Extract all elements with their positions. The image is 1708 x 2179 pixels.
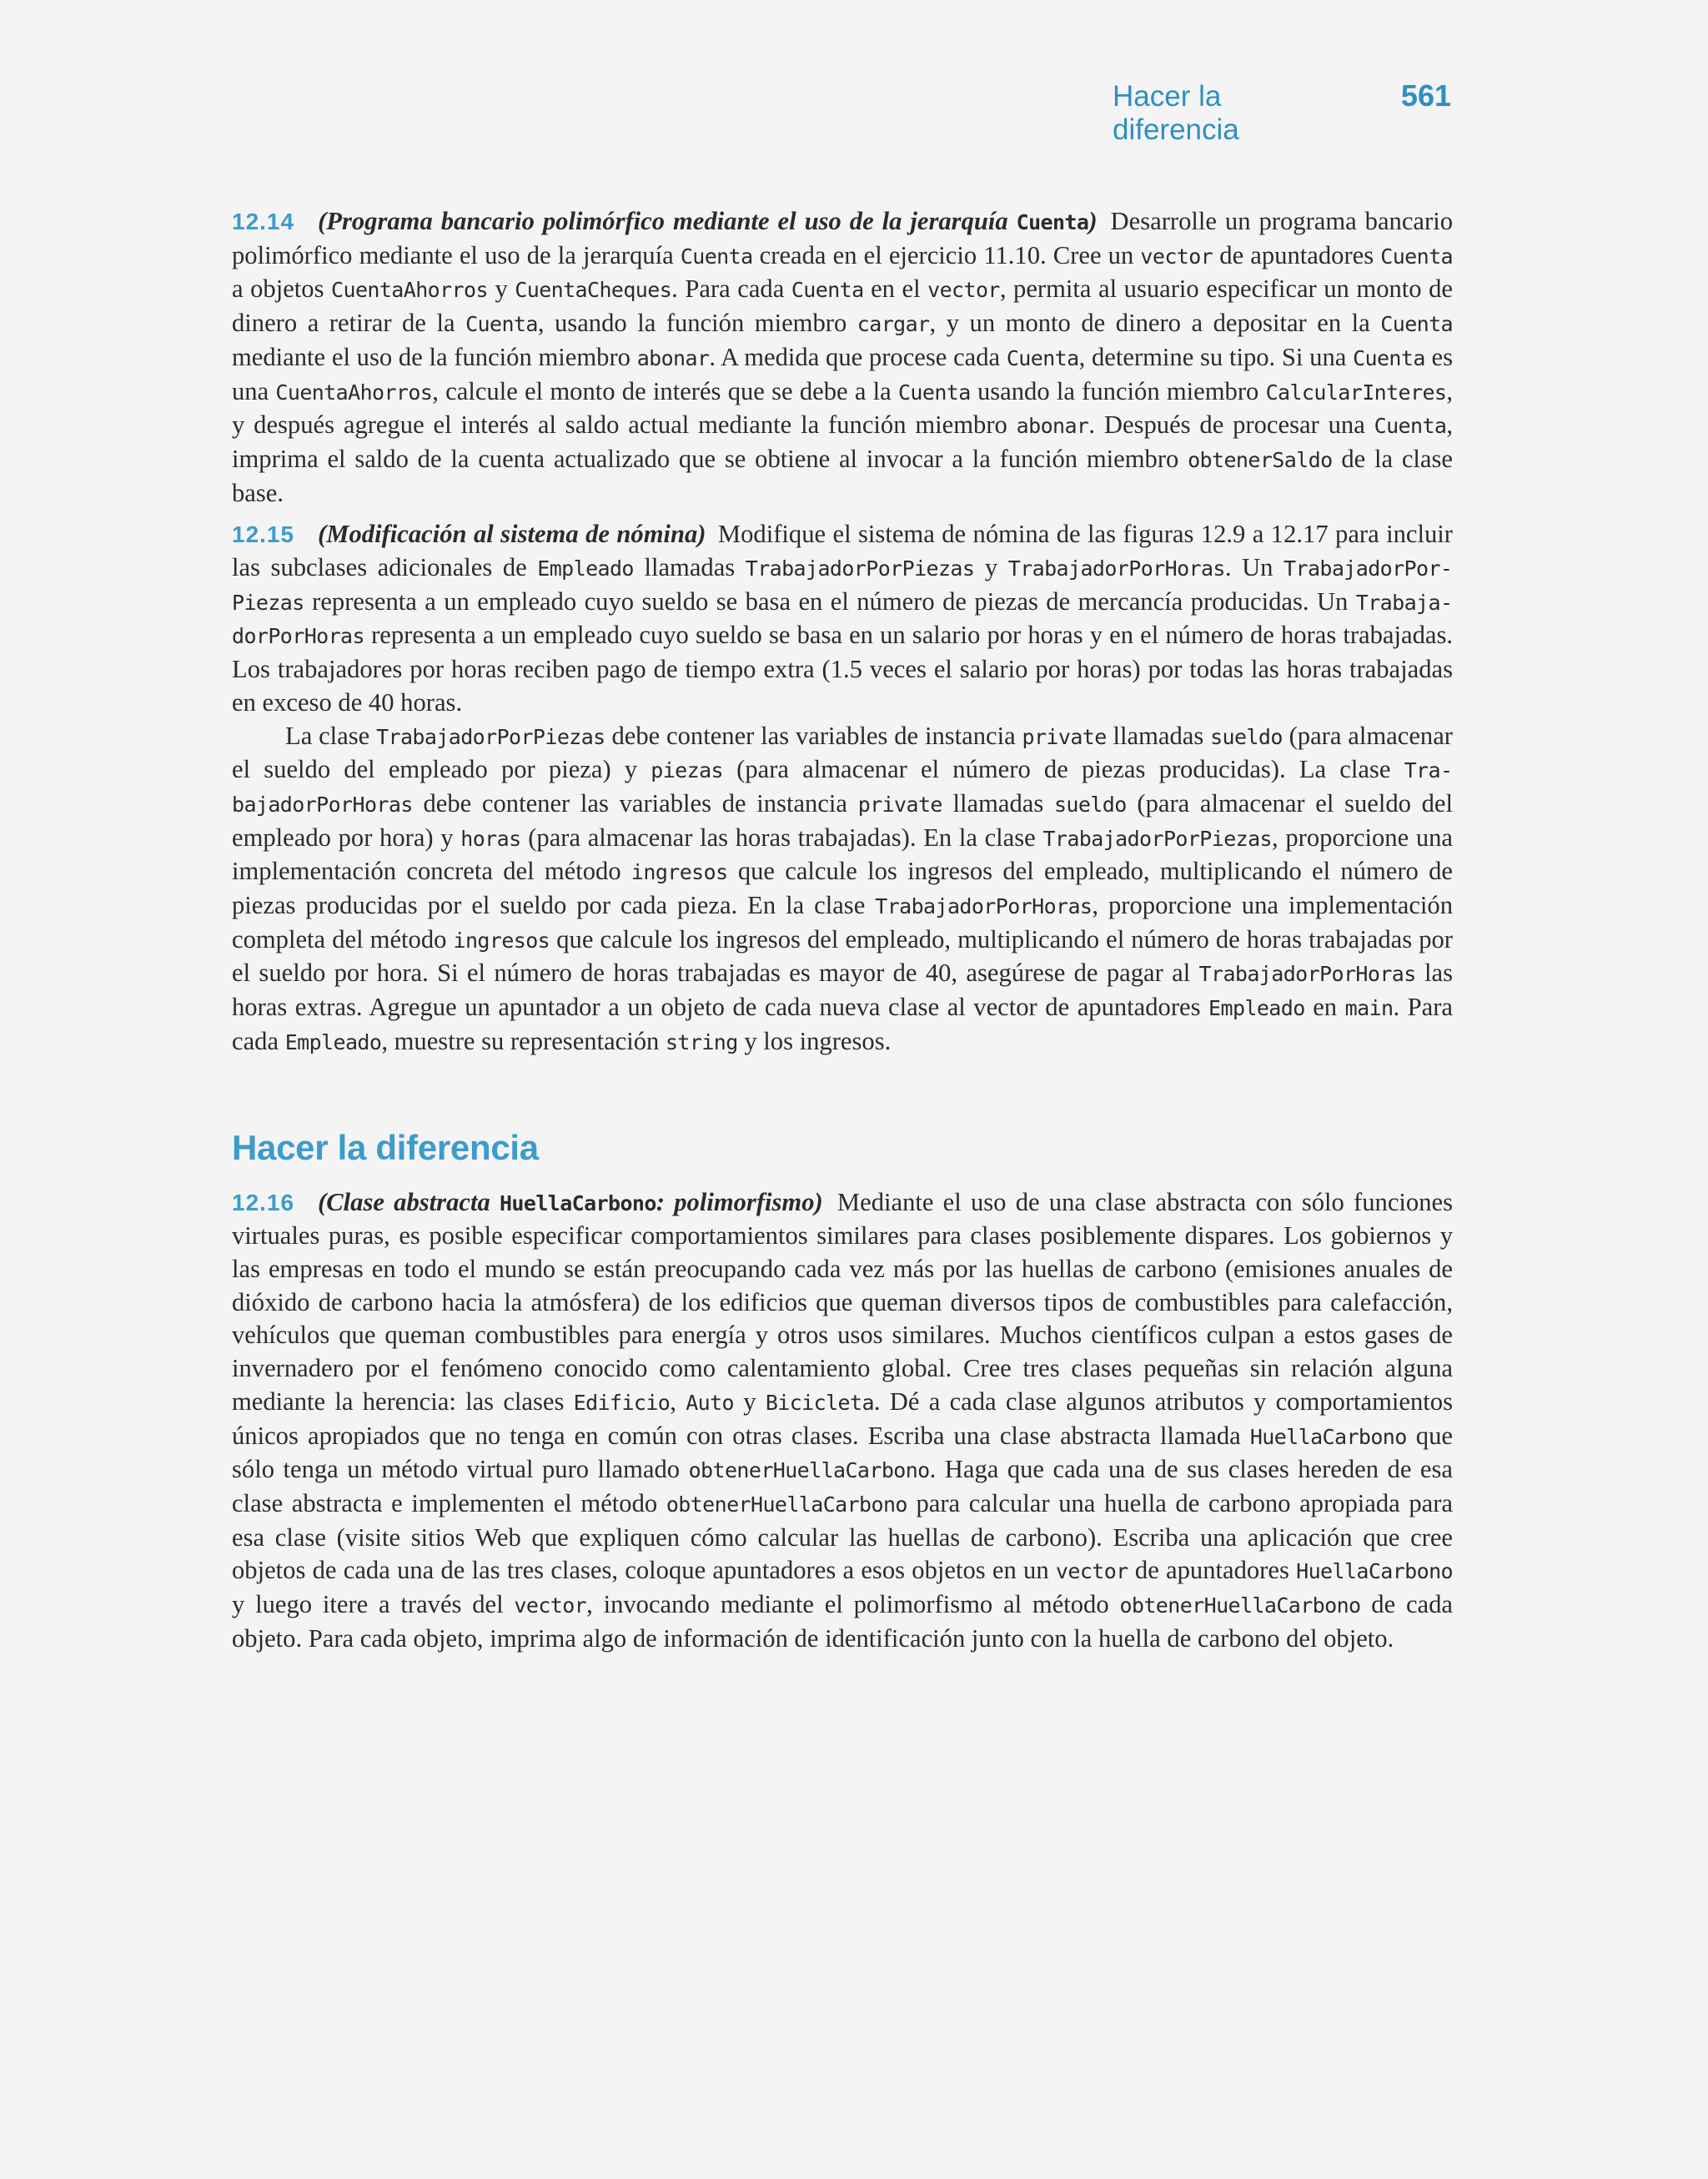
text-run: para calcular una huella de carbono apropiada para esa clase (visite sitios Web que expliquen cómo calcular las huellas de carbono). Escriba una aplicación que cree objetos de cada una de las tres clases, coloque apuntadores a esos objetos en un — [232, 1488, 1453, 1585]
code-term: Cuenta — [897, 380, 971, 405]
code-term: Cuenta — [791, 278, 864, 303]
exercise-title — [318, 520, 706, 548]
running-head-title: Hacer la diferencia — [1113, 80, 1239, 146]
text-run: (para almacenar las horas trabajadas). En la clase — [520, 823, 1043, 852]
code-term: vector — [1140, 244, 1213, 269]
code-term: TrabajadorPorHoras — [232, 758, 1454, 817]
code-term: Empleado — [1208, 996, 1305, 1021]
text-run: (para almacenar el número de piezas producidas). La clase — [723, 755, 1404, 784]
text-run: en el — [863, 274, 928, 304]
code-term: TrabajadorPorPiezas — [232, 556, 1453, 615]
text-run: , y un monto de dinero a depositar en la — [929, 309, 1381, 338]
text-run: y los ingresos. — [737, 1026, 892, 1055]
code-term: ingresos — [453, 928, 550, 953]
text-run: . Después de procesar una — [1088, 410, 1374, 440]
text-run: Desarrolle un programa bancario polimórfico mediante el uso de la jerarquía — [232, 207, 1453, 269]
text-run: y luego itere a través del — [232, 1590, 515, 1619]
text-run: , invocando mediante el polimorfismo al método — [586, 1590, 1120, 1619]
code-term: CalcularInteres — [1265, 380, 1447, 405]
text-run: . Para cada — [232, 993, 1453, 1055]
text-run: . Para cada — [671, 274, 791, 304]
text-run: (para almacenar el sueldo del empleado por hora) y — [232, 788, 1453, 852]
text-run: , imprima el saldo de la cuenta actualizado que se obtiene al invocar a la función miembro — [232, 410, 1454, 473]
text-run: que calcule los ingresos del empleado, multiplicando el número de horas trabajadas por el sueldo por hora. Si el número de horas trabajadas es mayor de 40, asegúrese de pagar al — [232, 924, 1453, 988]
text-run: y — [734, 1386, 766, 1416]
page-content — [232, 205, 1453, 1655]
code-term: vector — [514, 1593, 587, 1618]
code-term: horas — [460, 826, 521, 851]
code-term: TrabajadorPorHoras — [875, 894, 1093, 919]
code-term: Cuenta — [465, 312, 538, 337]
text-run: . Haga que cada una de sus clases hereden de esa clase abstracta e implementen el método — [232, 1455, 1454, 1517]
code-term: TrabajadorPorHoras — [1007, 556, 1225, 581]
text-run: de la clase base. — [232, 444, 1453, 507]
code-term: Cuenta — [1353, 345, 1425, 370]
text-run: (Clase abstracta — [318, 1187, 500, 1216]
code-term: Empleado — [284, 1029, 382, 1054]
text-run: usando la función miembro — [970, 376, 1266, 405]
text-run: es una — [232, 342, 1453, 405]
code-term: Bicicleta — [765, 1390, 874, 1415]
exercise-12-15 — [232, 518, 1453, 719]
text-run: (Modificación al sistema de nómina) — [318, 520, 706, 549]
exercise-12-15-continuation — [232, 720, 1453, 1059]
text-run: mediante el uso de la función miembro — [232, 342, 637, 371]
code-term: obtenerHuellaCarbono — [666, 1492, 907, 1517]
code-term: main — [1344, 996, 1394, 1021]
text-run: , muestre su representación — [381, 1026, 666, 1055]
text-run: La clase — [285, 721, 377, 750]
code-term: private — [857, 792, 942, 817]
code-term: obtenerSaldo — [1188, 447, 1333, 472]
text-run: , usando la función miembro — [537, 309, 857, 338]
code-term: abonar — [636, 345, 710, 370]
text-run: de apuntadores — [1213, 240, 1381, 269]
code-term: TrabajadorPorPiezas — [1042, 826, 1273, 851]
text-run: , calcule el monto de interés que se debe a la — [432, 376, 898, 405]
code-term: CuentaAhorros — [331, 278, 488, 303]
running-head — [1113, 78, 1451, 146]
exercise-12-16 — [232, 1186, 1453, 1656]
text-run: en — [1304, 993, 1345, 1022]
code-term: piezas — [651, 758, 723, 783]
code-term: HuellaCarbono — [1249, 1424, 1407, 1449]
code-term: HuellaCarbono — [1296, 1559, 1453, 1584]
text-run: Modifique el sistema de nómina de las figuras 12.9 a 12.17 para incluir las subclases adicionales de — [232, 520, 1453, 582]
exercise-number: 12.16 — [232, 1189, 295, 1215]
text-run: . Un — [1224, 553, 1284, 582]
code-term: obtenerHuellaCarbono — [1119, 1593, 1361, 1618]
code-term: CuentaAhorros — [275, 380, 433, 405]
text-run: que sólo tenga un método virtual puro llamado — [232, 1421, 1453, 1484]
text-run: que calcule los ingresos del empleado, multiplicando el número de piezas producidas por el sueldo por cada pieza. En la clase — [232, 857, 1453, 920]
text-run: , determine su tipo. Si una — [1078, 342, 1354, 371]
code-term: TrabajadorPorPiezas — [745, 556, 975, 581]
text-run: de apuntadores — [1128, 1556, 1297, 1585]
code-term: vector — [927, 278, 1000, 303]
code-term: vector — [1055, 1559, 1128, 1584]
text-run: creada en el ejercicio 11.10. Cree un — [752, 240, 1141, 269]
text-run: llamadas — [942, 788, 1054, 818]
text-run: debe contener las variables de instancia — [412, 788, 858, 818]
code-term: sueldo — [1053, 792, 1127, 817]
text-run: , permita al usuario especificar un monto de dinero a retirar de la — [232, 274, 1453, 338]
text-run: ) — [1088, 207, 1098, 235]
exercise-12-14 — [232, 205, 1453, 510]
code-term: Edificio — [573, 1390, 671, 1415]
code-term: Cuenta — [1380, 312, 1454, 337]
text-run: llamadas — [633, 553, 746, 582]
text-run: representa a un empleado cuyo sueldo se basa en un salario por horas y en el número de horas trabajadas. Los trabajadores por horas reciben pago de tiempo extra (1.5 veces el salario por horas) por todas las horas trabajadas en exceso de 40 horas. — [232, 621, 1453, 717]
text-run: . A medida que procese cada — [709, 342, 1007, 371]
text-run: (Programa bancario polimórfico mediante el uso de la jerarquía — [318, 207, 1017, 235]
code-term: Auto — [686, 1390, 734, 1415]
text-run: , — [670, 1386, 686, 1416]
text-run: , y después agregue el interés al saldo actual mediante la función miembro — [232, 376, 1454, 440]
code-term: TrabajadorPorHoras — [1198, 962, 1416, 987]
text-run: (para almacenar el sueldo del empleado por pieza) y — [232, 721, 1453, 784]
code-term: TrabajadorPorPiezas — [376, 724, 605, 749]
text-run: y — [487, 274, 515, 304]
text-run: , proporcione una implementación concreta del método — [232, 823, 1454, 886]
text-run: a objetos — [232, 274, 332, 304]
text-run: . Dé a cada clase algunos atributos y comportamientos únicos apropiados que no tenga en común con otras clases. Escriba una clase abstracta llamada — [232, 1386, 1453, 1450]
code-term: abonar — [1016, 414, 1089, 439]
text-run: y — [974, 553, 1008, 582]
code-term: string — [665, 1029, 738, 1054]
code-term: private — [1022, 724, 1107, 749]
exercise-number: 12.14 — [232, 209, 295, 234]
text-run: de cada objeto. Para cada objeto, imprima algo de información de identificación junto con la huella de carbono del objeto. — [232, 1590, 1453, 1653]
text-run: : polimorfismo) — [656, 1187, 823, 1216]
code-term: Cuenta — [1016, 210, 1089, 234]
exercise-title — [318, 1188, 823, 1216]
text-run: llamadas — [1106, 721, 1211, 750]
section-heading: Hacer la diferencia — [232, 1127, 539, 1167]
text-run: , proporcione una implementación completa del método — [232, 891, 1454, 954]
text-run: Mediante el uso de una clase abstracta con sólo funciones virtuales puras, es posible especificar comportamientos similares para clases posiblemente dispares. Los gobiernos y las empresas en todo el mundo se están preocupando cada vez más por las huellas de carbono (emisiones anuales de dióxido de carbono hacia la atmósfera) de los edificios que queman diversos tipos de combustibles para calefacción, vehículos que queman combustibles para energía y otros usos similares. Muchos científicos culpan a estos gases de invernadero por el fenómeno conocido como calentamiento global. Cree tres clases pequeñas sin relación alguna mediante la herencia: las clases — [232, 1187, 1453, 1416]
code-term: HuellaCarbono — [499, 1190, 656, 1215]
code-term: Cuenta — [1006, 345, 1079, 370]
code-term: sueldo — [1210, 724, 1283, 749]
code-term: ingresos — [630, 860, 728, 885]
code-term: obtenerHuellaCarbono — [688, 1458, 930, 1483]
code-term: Cuenta — [680, 244, 753, 269]
text-run: representa a un empleado cuyo sueldo se basa en el número de piezas de mercancía producidas. Un — [304, 586, 1356, 616]
exercise-title — [318, 207, 1098, 235]
exercise-number: 12.15 — [232, 521, 295, 548]
text-run: debe contener las variables de instancia — [605, 721, 1022, 750]
code-term: Cuenta — [1380, 244, 1453, 269]
code-term: CuentaCheques — [515, 278, 672, 303]
code-term: Cuenta — [1374, 414, 1447, 439]
code-term: cargar — [857, 312, 930, 337]
page-number: 561 — [1400, 78, 1451, 113]
code-term: Empleado — [537, 556, 634, 581]
text-run: las horas extras. Agregue un apuntador a un objeto de cada nueva clase al vector de apuntadores — [232, 959, 1453, 1022]
code-term: TrabajadorPorHoras — [232, 590, 1453, 649]
